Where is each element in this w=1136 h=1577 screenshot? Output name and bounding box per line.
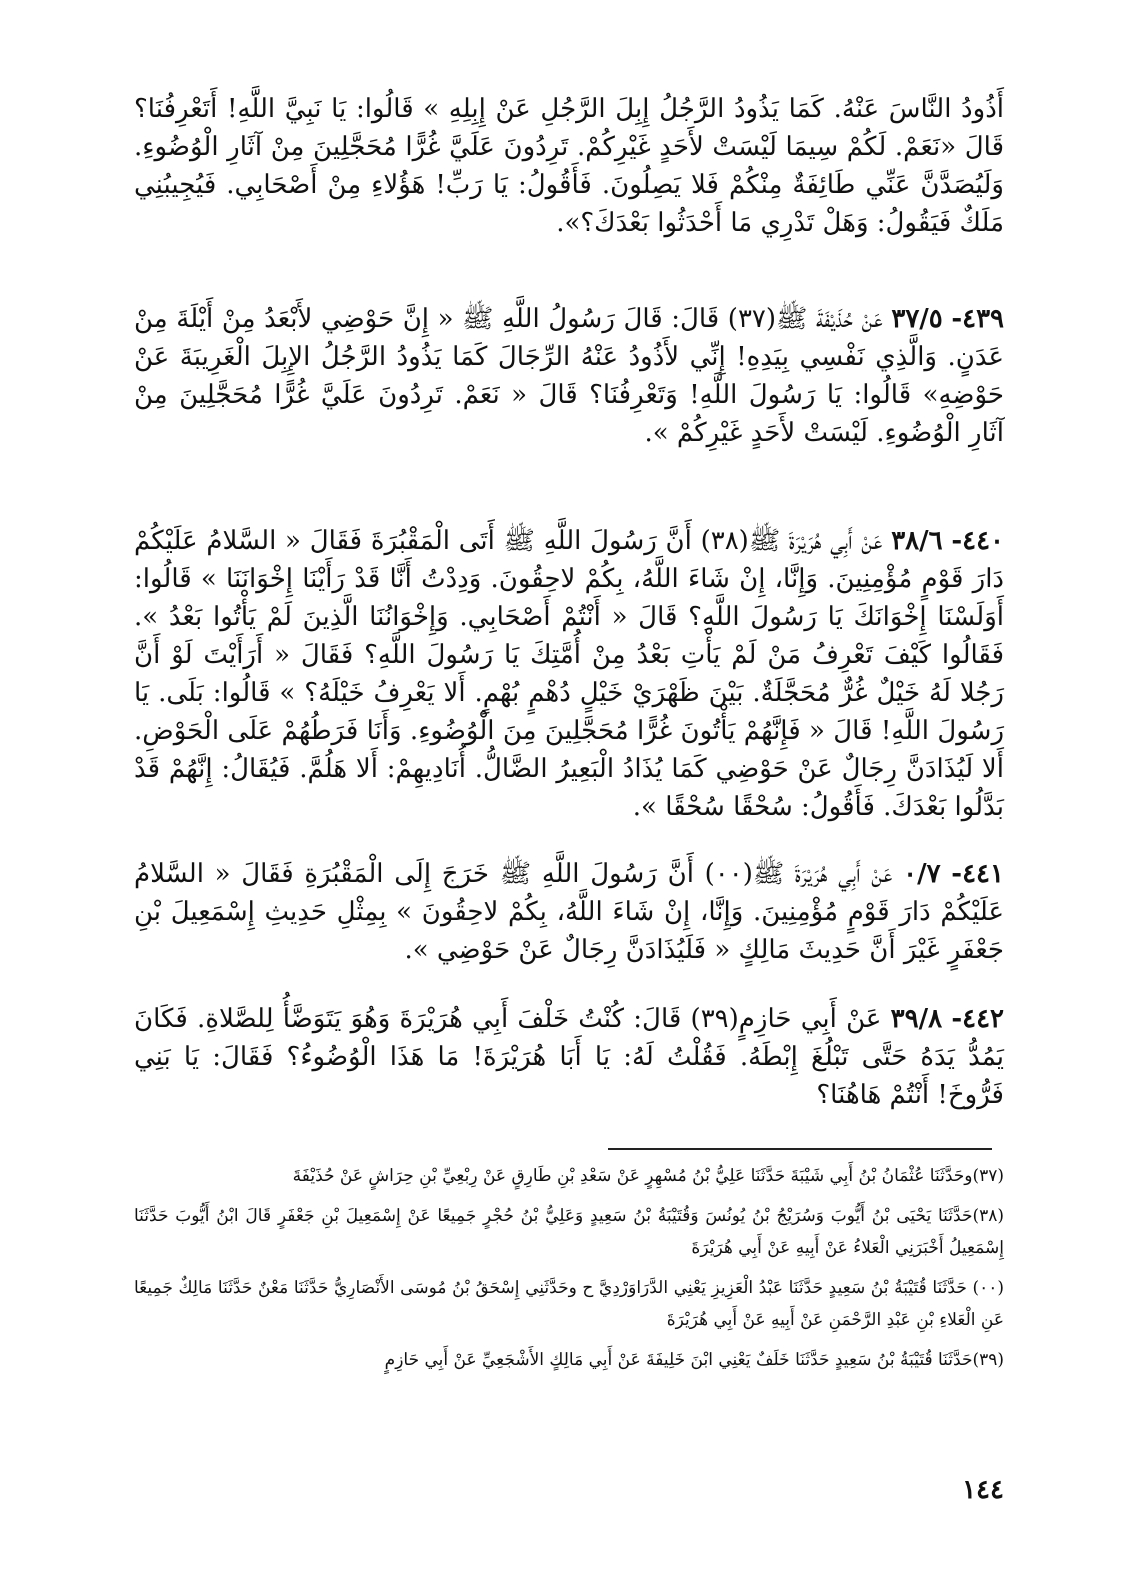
footnote-38: (٣٨)حَدَّثَنَا يَحْيَى بْنُ أَيُّوبَ وَسُرَيْجُ بْنُ يُونُسَ وَقُتَيْبَةُ بْنُ سَعِيدٍ وَعَلِيُّ بْنُ حُجْرٍ جَمِيعًا عَنْ إِسْمَعِيلَ بْنِ جَعْفَرٍ قَالَ ابْنُ أَيُّوبَ حَدَّثَنَا إِسْمَعِيلُ أَخْبَرَنِي الْعَلاءُ عَنْ أَبِيهِ عَنْ أَبِي هُرَيْرَةَ (134, 1206, 1004, 1258)
hadith-ref: ٠/٧ (903, 859, 941, 889)
hadith-text: عَنْ حُذَيْفَةَ ﷺ(٣٧) قَالَ: قَالَ رَسُولُ اللَّهِ ﷺ « إِنَّ حَوْضِي لأَبْعَدُ مِنْ أَيْلَةَ مِنْ عَدَنٍ. وَالَّذِي نَفْسِي بِيَدِهِ! إِنِّي لأَذُودُ عَنْهُ الرِّجَالَ كَمَا يَذُودُ الرَّجُلُ الإِبِلَ الْغَرِيبَةَ عَنْ حَوْضِهِ» قَالُوا: يَا رَسُولَ اللَّهِ! وَتَعْرِفُنَا؟ قَالَ « نَعَمْ. تَرِدُونَ عَلَيَّ غُرًّا مُحَجَّلِينَ مِنْ آثَارِ الْوُضُوءِ. لَيْسَتْ لأَحَدٍ غَيْرِكُمْ ». (134, 304, 1004, 448)
hadith-ref: ٣٨/٦ (891, 526, 943, 556)
footnote-divider (608, 1148, 992, 1150)
hadith-442 (134, 1000, 1005, 1110)
page-number: ١٤٤ (962, 1475, 1004, 1505)
footnote-00: (٠٠) حَدَّثَنَا قُتَيْبَةُ بْنُ سَعِيدٍ حَدَّثَنَا عَبْدُ الْعَزِيزِ يَعْنِي الدَّرَاوَرْدِيَّ ح وحَدَّثَنِي إِسْحَقُ بْنُ مُوسَى الأَنْصَارِيُّ حَدَّثَنَا مَعْنٌ حَدَّثَنَا مَالِكٌ جَمِيعًا عَنِ الْعَلاءِ بْنِ عَبْدِ الرَّحْمَنِ عَنْ أَبِيهِ عَنْ أَبِي هُرَيْرَةَ (134, 1278, 1004, 1330)
hadith-text: عَنْ أَبِي هُرَيْرَةَ ﷺ(٣٨) أَنَّ رَسُولَ اللَّهِ ﷺ أَتَى الْمَقْبُرَةَ فَقَالَ « السَّلامُ عَلَيْكُمْ دَارَ قَوْمٍ مُؤْمِنِينَ. وَإِنَّا، إِنْ شَاءَ اللَّهُ، بِكُمْ لاحِقُونَ. وَدِدْتُ أَنَّا قَدْ رَأَيْنَا إِخْوَانَنَا » قَالُوا: أَوَلَسْنَا إِخْوَانَكَ يَا رَسُولَ اللَّهِ؟ قَالَ « أَنْتُمْ أَصْحَابِي. وَإِخْوَانُنَا الَّذِينَ لَمْ يَأْتُوا بَعْدُ ». فَقَالُوا كَيْفَ تَعْرِفُ مَنْ لَمْ يَأْتِ بَعْدُ مِنْ أُمَّتِكَ يَا رَسُولَ اللَّهِ؟ فَقَالَ « أَرَأَيْتَ لَوْ أَنَّ رَجُلا لَهُ خَيْلٌ غُرٌّ مُحَجَّلَةٌ. بَيْنَ ظَهْرَيْ خَيْلٍ دُهْمٍ بُهْمٍ. أَلا يَعْرِفُ خَيْلَهُ؟ » قَالُوا: بَلَى. يَا رَسُولَ اللَّهِ! قَالَ « فَإِنَّهُمْ يَأْتُونَ غُرًّا مُحَجَّلِينَ مِنَ الْوُضُوءِ. وَأَنَا فَرَطُهُمْ عَلَى الْحَوْضِ. أَلا لَيُذَادَنَّ رِجَالٌ عَنْ حَوْضِي كَمَا يُذَادُ الْبَعِيرُ الضَّالُّ. أُنَادِيهِمْ: أَلا هَلُمَّ. فَيُقَالُ: إِنَّهُمْ قَدْ بَدَّلُوا بَعْدَكَ. فَأَقُولُ: سُحْقًا سُحْقًا ». (134, 526, 1004, 822)
hadith-440 (134, 522, 1004, 834)
footnote-37: (٣٧)وحَدَّثَنَا عُثْمَانُ بْنُ أَبِي شَيْبَةَ حَدَّثَنَا عَلِيُّ بْنُ مُسْهِرٍ عَنْ سَعْدِ بْنِ طَارِقٍ عَنْ رِبْعِيِّ بْنِ حِرَاشٍ عَنْ حُذَيْفَةَ (292, 1166, 1004, 1186)
footnote-39: (٣٩)حَدَّثَنَا قُتَيْبَةُ بْنُ سَعِيدٍ حَدَّثَنَا خَلَفٌ يَعْنِي ابْنَ خَلِيفَةَ عَنْ أَبِي مَالِكٍ الأَشْجَعِيِّ عَنْ أَبِي حَازِمٍ (384, 1350, 1004, 1370)
hadith-number: ٤٤٢- (951, 1004, 1005, 1034)
hadith-text: عَنْ أَبِي حَازِمٍ(٣٩) قَالَ: كُنْتُ خَلْفَ أَبِي هُرَيْرَةَ وَهُوَ يَتَوَضَّأُ لِلصَّلاةِ. فَكَانَ يَمُدُّ يَدَهُ حَتَّى تَبْلُغَ إِبْطَهُ. فَقُلْتُ لَهُ: يَا أَبَا هُرَيْرَةَ! مَا هَذَا الْوُضُوءُ؟ فَقَالَ: يَا بَنِي فَرُّوخَ! أَنْتُمْ هَاهُنَا؟ (134, 1004, 1004, 1110)
hadith-number: ٤٣٩- (951, 304, 1005, 334)
continuation-paragraph: أَذُودُ النَّاسَ عَنْهُ. كَمَا يَذُودُ الرَّجُلُ إِبِلَ الرَّجُلِ عَنْ إِبِلِهِ » قَالُوا: يَا نَبِيَّ اللَّهِ! أَتَعْرِفُنَا؟ قَالَ «نَعَمْ. لَكُمْ سِيمَا لَيْسَتْ لأَحَدٍ غَيْرِكُمْ. تَرِدُونَ عَلَيَّ غُرًّا مُحَجَّلِينَ مِنْ آثَارِ الْوُضُوءِ. وَلَيُصَدَّنَّ عَنِّي طَائِفَةٌ مِنْكُمْ فَلا يَصِلُونَ. فَأَقُولُ: يَا رَبِّ! هَؤُلاءِ مِنْ أَصْحَابِي. فَيُجِيبُنِي مَلَكٌ فَيَقُولُ: وَهَلْ تَدْرِي مَا أَحْدَثُوا بَعْدَكَ؟». (134, 94, 1004, 238)
hadith-ref: ٣٩/٨ (890, 1004, 943, 1034)
hadith-439 (134, 300, 1004, 500)
hadith-number: ٤٤٠- (951, 526, 1005, 556)
hadith-441 (134, 855, 1004, 980)
hadith-text: عَنْ أَبِي هُرَيْرَةَ ﷺ(٠٠) أَنَّ رَسُولَ اللَّهِ ﷺ خَرَجَ إِلَى الْمَقْبُرَةِ فَقَالَ « السَّلامُ عَلَيْكُمْ دَارَ قَوْمٍ مُؤْمِنِينَ. وَإِنَّا، إِنْ شَاءَ اللَّهُ، بِكُمْ لاحِقُونَ » بِمِثْلِ حَدِيثِ إِسْمَعِيلَ بْنِ جَعْفَرٍ غَيْرَ أَنَّ حَدِيثَ مَالِكٍ « فَلَيُذَادَنَّ رِجَالٌ عَنْ حَوْضِي ». (134, 859, 1004, 965)
footnotes (134, 1160, 1004, 1384)
hadith-number: ٤٤١- (951, 859, 1004, 889)
hadith-ref: ٣٧/٥ (891, 304, 943, 334)
